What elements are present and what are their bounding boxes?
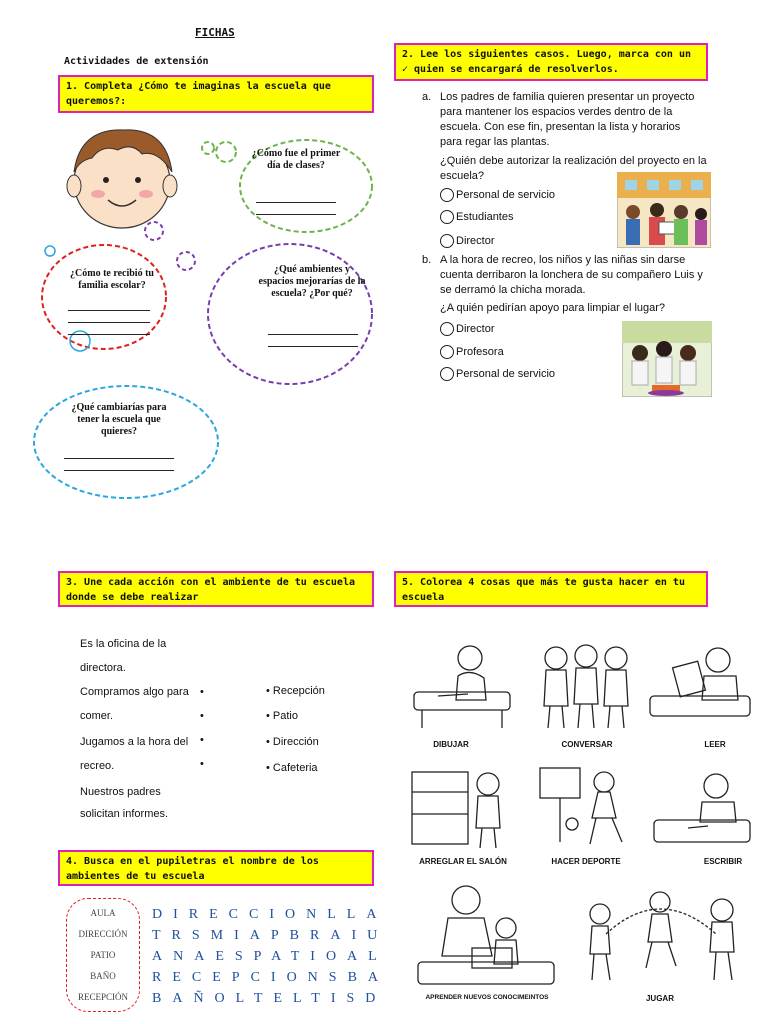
place-item[interactable]: • Recepción	[266, 685, 325, 697]
action-line: Es la oficina de la	[80, 638, 167, 650]
cloud-question-3: ¿Qué ambientes y espacios mejorarías de la escuela? ¿Por qué?	[258, 264, 366, 299]
purple-cloud-shape	[200, 238, 376, 390]
playing-activity-illustration[interactable]	[576, 884, 756, 990]
blue-cloud-shape	[30, 380, 230, 504]
answer-line	[64, 470, 174, 471]
place-item[interactable]: • Patio	[266, 710, 298, 722]
grid-row[interactable]: RECEPCIONSBA	[152, 970, 390, 985]
answer-line	[68, 334, 150, 335]
cloud-question-1: ¿Cómo fue el primer día de clases?	[251, 148, 341, 171]
cloud-question-2: ¿Cómo te recibió tu familia escolar?	[70, 268, 154, 291]
word-item: DIRECCIÓN	[78, 929, 128, 939]
action-line: Jugamos a la hora del	[80, 736, 189, 748]
option-a1[interactable]	[440, 188, 555, 202]
option-a2-label: Estudiantes	[456, 211, 514, 223]
action-line: directora.	[80, 662, 126, 674]
writing-activity-illustration[interactable]	[648, 762, 754, 852]
radio-circle[interactable]	[440, 367, 454, 381]
option-a3-label: Director	[456, 235, 495, 247]
activity-label: APRENDER NUEVOS CONOCIMEINTOS	[425, 994, 549, 1001]
action-line: solicitan informes.	[80, 808, 169, 820]
radio-circle[interactable]	[440, 322, 454, 336]
answer-line	[268, 346, 358, 347]
action-line: comer.	[80, 710, 114, 722]
option-b1-label: Director	[456, 323, 495, 335]
word-item: RECEPCIÓN	[77, 992, 128, 1002]
option-b2-label: Profesora	[456, 346, 504, 358]
option-b1[interactable]	[440, 322, 495, 336]
answer-line	[268, 334, 358, 335]
page-subtitle: Actividades de extensión	[64, 56, 209, 67]
green-cloud-shape	[196, 128, 376, 240]
option-a3[interactable]	[440, 234, 495, 248]
option-b3-label: Personal de servicio	[456, 368, 556, 380]
cloud-question-4: ¿Qué cambiarías para tener la escuela que quieres?	[71, 402, 167, 437]
grid-row[interactable]: BAÑOLTELTISD	[152, 991, 387, 1006]
case-b-question: ¿A quién pedirían apoyo para limpiar el lugar?	[440, 302, 666, 314]
activity-label: ESCRIBIR	[703, 857, 743, 866]
activity-label: HACER DEPORTE	[551, 857, 621, 866]
case-a-text: Los padres de familia quieren presentar un proyecto para mantener los espacios verdes dentro de la escuela. Con ese fin, presentan la lista y horarios para regar las plantas.	[440, 91, 695, 148]
option-a2[interactable]	[440, 210, 513, 224]
parents-school-photo	[617, 172, 711, 248]
word-item: BAÑO	[90, 971, 116, 981]
option-a1-label: Personal de servicio	[456, 189, 556, 201]
activity-label: ARREGLAR EL SALÓN	[419, 857, 507, 866]
grid-row[interactable]: DIRECCIONLLA	[152, 907, 388, 922]
talking-activity-illustration[interactable]	[532, 636, 636, 734]
activity-label: LEER	[704, 740, 726, 749]
option-b3[interactable]	[440, 367, 555, 381]
drawing-activity-illustration[interactable]	[408, 636, 518, 734]
activity-label: DIBUJAR	[433, 740, 469, 749]
grid-row[interactable]: ANAESPATIOAL	[152, 949, 388, 964]
word-search-grid[interactable]	[152, 904, 389, 1009]
action-line: Compramos algo para	[80, 686, 189, 698]
radio-circle[interactable]	[440, 188, 454, 202]
section4-banner: 4. Busca en el pupiletras el nombre de los ambientes de tu escuela	[58, 850, 374, 886]
sports-activity-illustration[interactable]	[532, 762, 642, 852]
activity-label: CONVERSAR	[561, 740, 613, 749]
match-dot[interactable]: •	[200, 710, 204, 722]
option-b2[interactable]	[440, 345, 504, 359]
grid-row[interactable]: TRSMIAPBRAIU	[152, 928, 389, 943]
radio-circle[interactable]	[440, 345, 454, 359]
section2-banner: 2. Lee los siguientes casos. Luego, marca con un ✓ quien se encargará de resolverlos.	[394, 43, 708, 81]
place-item[interactable]: • Dirección	[266, 736, 319, 748]
page-title: FICHAS	[195, 26, 235, 39]
match-dot[interactable]: •	[200, 734, 204, 746]
section1-banner: 1. Completa ¿Cómo te imaginas la escuela que queremos?:	[58, 75, 374, 113]
answer-line	[68, 322, 150, 323]
radio-circle[interactable]	[440, 210, 454, 224]
section3-banner: 3. Une cada acción con el ambiente de tu escuela donde se debe realizar	[58, 571, 374, 607]
reading-activity-illustration[interactable]	[646, 636, 754, 734]
action-line: Nuestros padres	[80, 786, 161, 798]
tidying-classroom-illustration[interactable]	[408, 762, 518, 852]
activity-label: JUGAR	[645, 994, 674, 1003]
children-recess-photo	[622, 321, 712, 397]
radio-circle[interactable]	[440, 234, 454, 248]
answer-line	[64, 458, 174, 459]
answer-line	[256, 202, 336, 203]
place-item[interactable]: • Cafeteria	[266, 762, 318, 774]
case-a-letter: a.	[422, 91, 432, 103]
word-item: AULA	[90, 908, 116, 918]
section5-banner: 5. Colorea 4 cosas que más te gusta hacer en tu escuela	[394, 571, 708, 607]
learning-activity-illustration[interactable]	[412, 878, 560, 990]
match-dot[interactable]: •	[200, 758, 204, 770]
match-dot[interactable]: •	[200, 686, 204, 698]
answer-line	[256, 214, 336, 215]
answer-line	[68, 310, 150, 311]
case-b-text: A la hora de recreo, los niños y las niñas sin darse cuenta derribaron la lonchera de su compañero Luis y se derramó la chicha morada.	[440, 254, 703, 296]
word-item: PATIO	[90, 950, 116, 960]
word-list-box	[66, 898, 140, 1012]
case-b-letter: b.	[422, 254, 432, 266]
case-a-question: ¿Quién debe autorizar la realización del proyecto en la escuela?	[440, 155, 707, 182]
action-line: recreo.	[80, 760, 115, 772]
